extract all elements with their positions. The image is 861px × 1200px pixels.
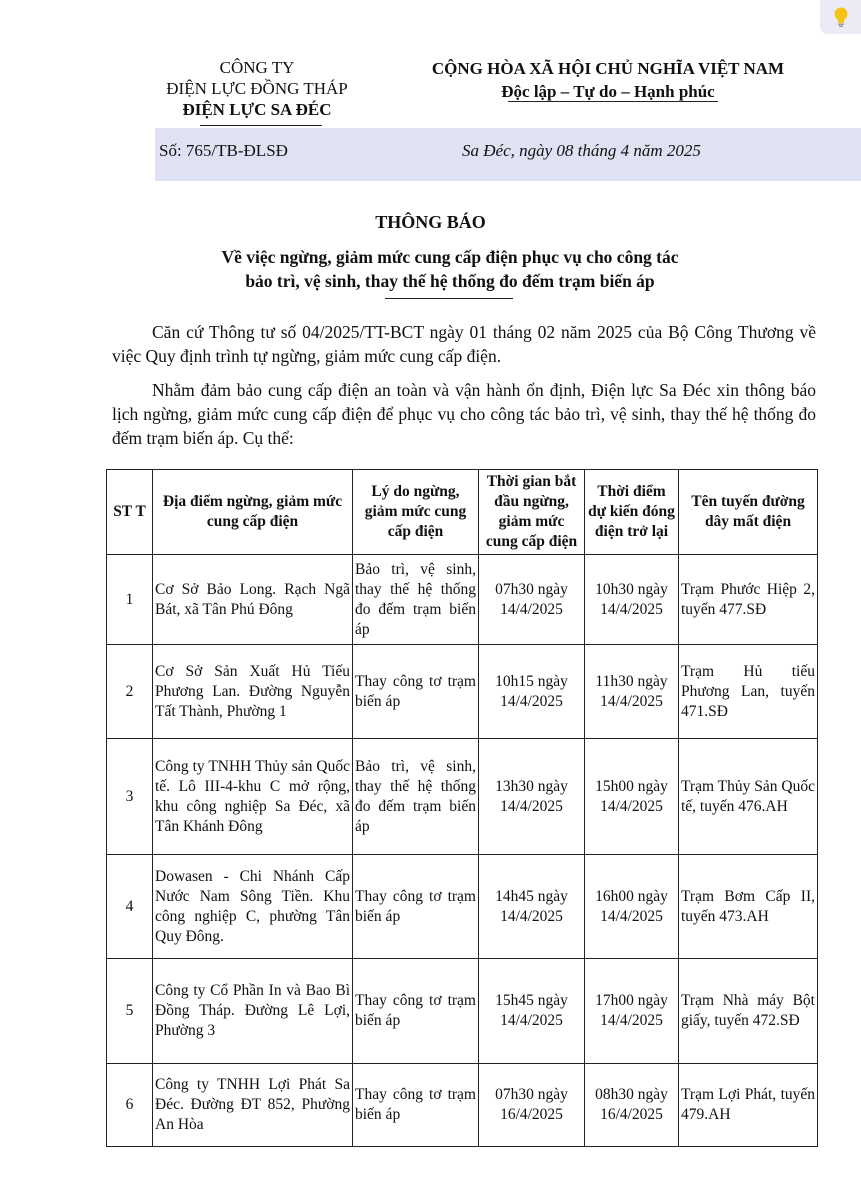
org-line-2: ĐIỆN LỰC ĐỒNG THÁP [166,79,348,98]
org-line-1: CÔNG TY [219,58,295,77]
table-row [107,645,818,739]
cell-location: Công ty Cổ Phần In và Bao Bì Đồng Tháp. Đường Lê Lợi, Phường 3 [153,959,353,1064]
cell-start-time: 14h45 ngày 14/4/2025 [479,855,585,959]
cell-line-name: Trạm Phước Hiệp 2, tuyến 477.SĐ [679,555,818,645]
cell-stt: 5 [107,959,153,1064]
motto-underline [508,101,718,102]
col-header-stt: ST T [107,470,153,555]
cell-reason: Bảo trì, vệ sinh, thay thế hệ thống đo đếm trạm biến áp [353,739,479,855]
org-underline [200,125,322,126]
cell-line-name: Trạm Thủy Sản Quốc tế, tuyến 476.AH [679,739,818,855]
cell-location: Dowasen - Chi Nhánh Cấp Nước Nam Sông Tiền. Khu công nghiệp C, phường Tân Quy Đông. [153,855,353,959]
cell-location: Cơ Sở Sản Xuất Hủ Tiếu Phương Lan. Đường Nguyễn Tất Thành, Phường 1 [153,645,353,739]
subtitle-underline [385,298,513,299]
cell-stt: 4 [107,855,153,959]
cell-start-time: 07h30 ngày 16/4/2025 [479,1064,585,1147]
cell-stt: 1 [107,555,153,645]
cell-end-time: 11h30 ngày 14/4/2025 [585,645,679,739]
cell-reason: Thay công tơ trạm biến áp [353,645,479,739]
table-row [107,555,818,645]
cell-end-time: 17h00 ngày 14/4/2025 [585,959,679,1064]
cell-end-time: 16h00 ngày 14/4/2025 [585,855,679,959]
document-title: THÔNG BÁO [375,212,486,232]
document-number: Số: 765/TB-ĐLSĐ [159,141,288,160]
cell-reason: Thay công tơ trạm biến áp [353,959,479,1064]
cell-start-time: 13h30 ngày 14/4/2025 [479,739,585,855]
cell-end-time: 10h30 ngày 14/4/2025 [585,555,679,645]
cell-line-name: Trạm Bơm Cấp II, tuyến 473.AH [679,855,818,959]
cell-stt: 3 [107,739,153,855]
paragraph-legal-basis: Căn cứ Thông tư số 04/2025/TT-BCT ngày 01 tháng 02 năm 2025 của Bộ Công Thương về việc Quy định trình tự ngừng, giảm mức cung cấp điện. [112,322,816,366]
cell-location: Công ty TNHH Lợi Phát Sa Đéc. Đường ĐT 852, Phường An Hòa [153,1064,353,1147]
paragraph-notice: Nhằm đảm bảo cung cấp điện an toàn và vận hành ổn định, Điện lực Sa Đéc xin thông báo lịch ngừng, giảm mức cung cấp điện để phục vụ cho công tác bảo trì, vệ sinh, thay thế hệ thống đo đếm trạm biến áp. Cụ thể: [112,380,816,448]
organization-header [132,57,382,120]
table-row [107,855,818,959]
subtitle-line-2: bảo trì, vệ sinh, thay thế hệ thống đo đếm trạm biến áp [245,271,655,291]
table-row [107,959,818,1064]
col-header-end-time: Thời điểm dự kiến đóng điện trở lại [585,470,679,555]
subtitle-line-1: Về việc ngừng, giảm mức cung cấp điện phục vụ cho công tác [221,247,679,267]
col-header-line-name: Tên tuyến đường dây mất điện [679,470,818,555]
cell-reason: Thay công tơ trạm biến áp [353,1064,479,1147]
cell-location: Công ty TNHH Thủy sản Quốc tế. Lô III-4-khu C mở rộng, khu công nghiệp Sa Đéc, xã Tân Khánh Đông [153,739,353,855]
cell-end-time: 08h30 ngày 16/4/2025 [585,1064,679,1147]
cell-reason: Bảo trì, vệ sinh, thay thế hệ thống đo đếm trạm biến áp [353,555,479,645]
cell-stt: 6 [107,1064,153,1147]
document-subtitle [150,245,750,293]
cell-start-time: 07h30 ngày 14/4/2025 [479,555,585,645]
nation-motto: Độc lập – Tự do – Hạnh phúc [501,82,715,101]
cell-line-name: Trạm Lợi Phát, tuyến 479.AH [679,1064,818,1147]
cell-start-time: 10h15 ngày 14/4/2025 [479,645,585,739]
table-row [107,739,818,855]
table-row [107,1064,818,1147]
col-header-start-time: Thời gian bắt đầu ngừng, giảm mức cung cấp điện [479,470,585,555]
table-header-row [107,470,818,555]
cell-end-time: 15h00 ngày 14/4/2025 [585,739,679,855]
cell-stt: 2 [107,645,153,739]
cell-location: Cơ Sở Bảo Long. Rạch Ngã Bát, xã Tân Phú Đông [153,555,353,645]
cell-reason: Thay công tơ trạm biến áp [353,855,479,959]
col-header-reason: Lý do ngừng, giảm mức cung cấp điện [353,470,479,555]
lightbulb-icon[interactable] [820,0,861,34]
cell-start-time: 15h45 ngày 14/4/2025 [479,959,585,1064]
document-date: Sa Đéc, ngày 08 tháng 4 năm 2025 [462,141,701,160]
cell-line-name: Trạm Nhà máy Bột giấy, tuyến 472.SĐ [679,959,818,1064]
cell-line-name: Trạm Hủ tiếu Phương Lan, tuyến 471.SĐ [679,645,818,739]
col-header-location: Địa điểm ngừng, giảm mức cung cấp điện [153,470,353,555]
outage-schedule-table [106,469,818,1147]
national-header [388,57,828,103]
org-line-3: ĐIỆN LỰC SA ĐÉC [182,100,332,119]
nation-line-1: CỘNG HÒA XÃ HỘI CHỦ NGHĨA VIỆT NAM [431,59,785,78]
